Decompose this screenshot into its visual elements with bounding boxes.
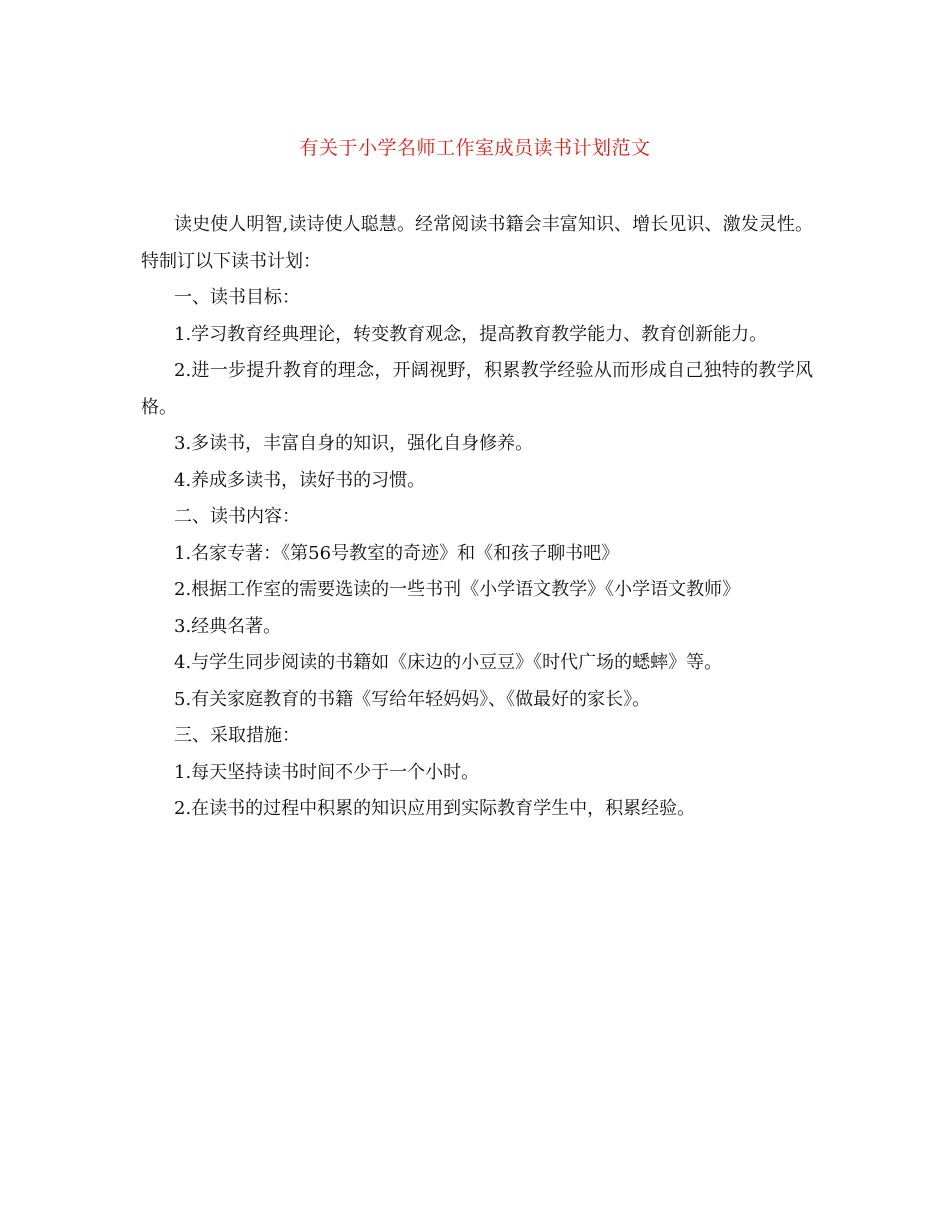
goal-item-4: 4.养成多读书，读好书的习惯。 bbox=[174, 469, 426, 491]
content-item-5: 5.有关家庭教育的书籍《写给年轻妈妈》、《做最好的家长》。 bbox=[174, 688, 651, 710]
section-heading-measures: 三、采取措施： bbox=[174, 725, 300, 746]
content-item-2: 2.根据工作室的需要选读的一些书刊《小学语文教学》《小学语文教师》 bbox=[174, 579, 741, 600]
goal-item-2: 2.进一步提升教育的理念，开阔视野，积累教学经验从而形成自己独特的教学风格。 bbox=[141, 360, 813, 418]
content-item-4: 4.与学生同步阅读的书籍如《床边的小豆豆》《时代广场的蟋蟀》等。 bbox=[174, 652, 723, 673]
goal-item-3: 3.多读书，丰富自身的知识，强化自身修养。 bbox=[174, 433, 534, 454]
content-item-1: 1.名家专著：《第56号教室的奇迹》和《和孩子聊书吧》 bbox=[174, 542, 620, 564]
measure-item-1: 1.每天坚持读书时间不少于一个小时。 bbox=[174, 761, 480, 783]
section-heading-content: 二、读书内容： bbox=[174, 506, 300, 527]
goal-item-1: 1.学习教育经典理论，转变教育观念，提高教育教学能力、教育创新能力。 bbox=[174, 323, 768, 345]
intro-paragraph: 读史使人明智,读诗使人聪慧。经常阅读书籍会丰富知识、增长见识、激发灵性。特制订以下读书计划： bbox=[141, 214, 813, 272]
content-item-3: 3.经典名著。 bbox=[174, 615, 282, 637]
document-title: 有关于小学名师工作室成员读书计划范文 bbox=[299, 137, 651, 159]
section-heading-goals: 一、读书目标： bbox=[174, 287, 300, 308]
measure-item-2: 2.在读书的过程中积累的知识应用到实际教育学生中，积累经验。 bbox=[174, 798, 696, 819]
document-body bbox=[141, 207, 813, 828]
